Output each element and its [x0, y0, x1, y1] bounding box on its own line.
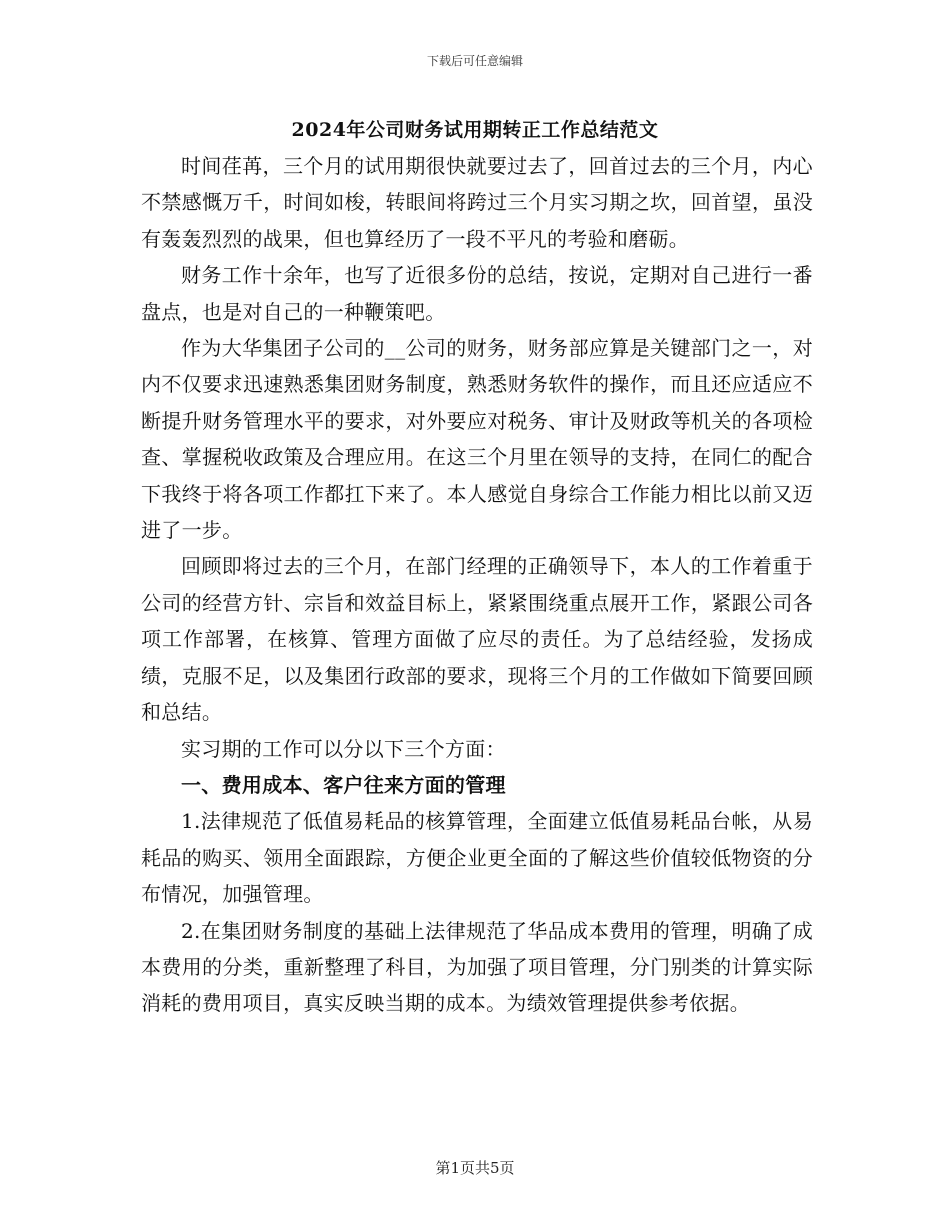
paragraph-experience: 财务工作十余年，也写了近很多份的总结，按说，定期对自己进行一番盘点，也是对自己的一种鞭策吧。	[141, 263, 813, 324]
list-item-1: 1.法律规范了低值易耗品的核算管理，全面建立低值易耗品台帐，从易耗品的购买、领用全面跟踪，方便企业更全面的了解这些价值较低物资的分布情况，加强管理。	[141, 809, 813, 907]
list-item-2: 2.在集团财务制度的基础上法律规范了华品成本费用的管理，明确了成本费用的分类，重新整理了科目，为加强了项目管理，分门别类的计算实际消耗的费用项目，真实反映当期的成本。为绩效管理提供参考依据。	[141, 918, 813, 1016]
document-body	[141, 148, 813, 1022]
document-title: 2024年公司财务试用期转正工作总结范文	[291, 119, 659, 141]
paragraph-role: 作为大华集团子公司的__公司的财务，财务部应算是关键部门之一，对内不仅要求迅速熟悉集团财务制度，熟悉财务软件的操作，而且还应适应不断提升财务管理水平的要求，对外要应对税务、审计及财政等机关的各项检查、掌握税收政策及合理应用。在这三个月里在领导的支持，在同仁的配合下我终于将各项工作都扛下来了。本人感觉自身综合工作能力相比以前又迈进了一步。	[141, 336, 813, 543]
section-heading-cost-management: 一、费用成本、客户往来方面的管理	[181, 772, 506, 797]
page-number: 第1页共5页	[435, 1159, 515, 1177]
paragraph-review: 回顾即将过去的三个月，在部门经理的正确领导下，本人的工作着重于公司的经营方针、宗旨和效益目标上，紧紧围绕重点展开工作，紧跟公司各项工作部署，在核算、管理方面做了应尽的责任。为了总结经验，发扬成绩，克服不足，以及集团行政部的要求，现将三个月的工作做如下简要回顾和总结。	[141, 554, 813, 725]
paragraph-intro: 时间荏苒，三个月的试用期很快就要过去了，回首过去的三个月，内心不禁感慨万千，时间如梭，转眼间将跨过三个月实习期之坎，回首望，虽没有轰轰烈烈的战果，但也算经历了一段不平凡的考验和磨砺。	[141, 154, 813, 251]
page-header-note: 下载后可任意编辑	[426, 54, 523, 68]
paragraph-aspects-intro: 实习期的工作可以分以下三个方面：	[181, 736, 506, 761]
